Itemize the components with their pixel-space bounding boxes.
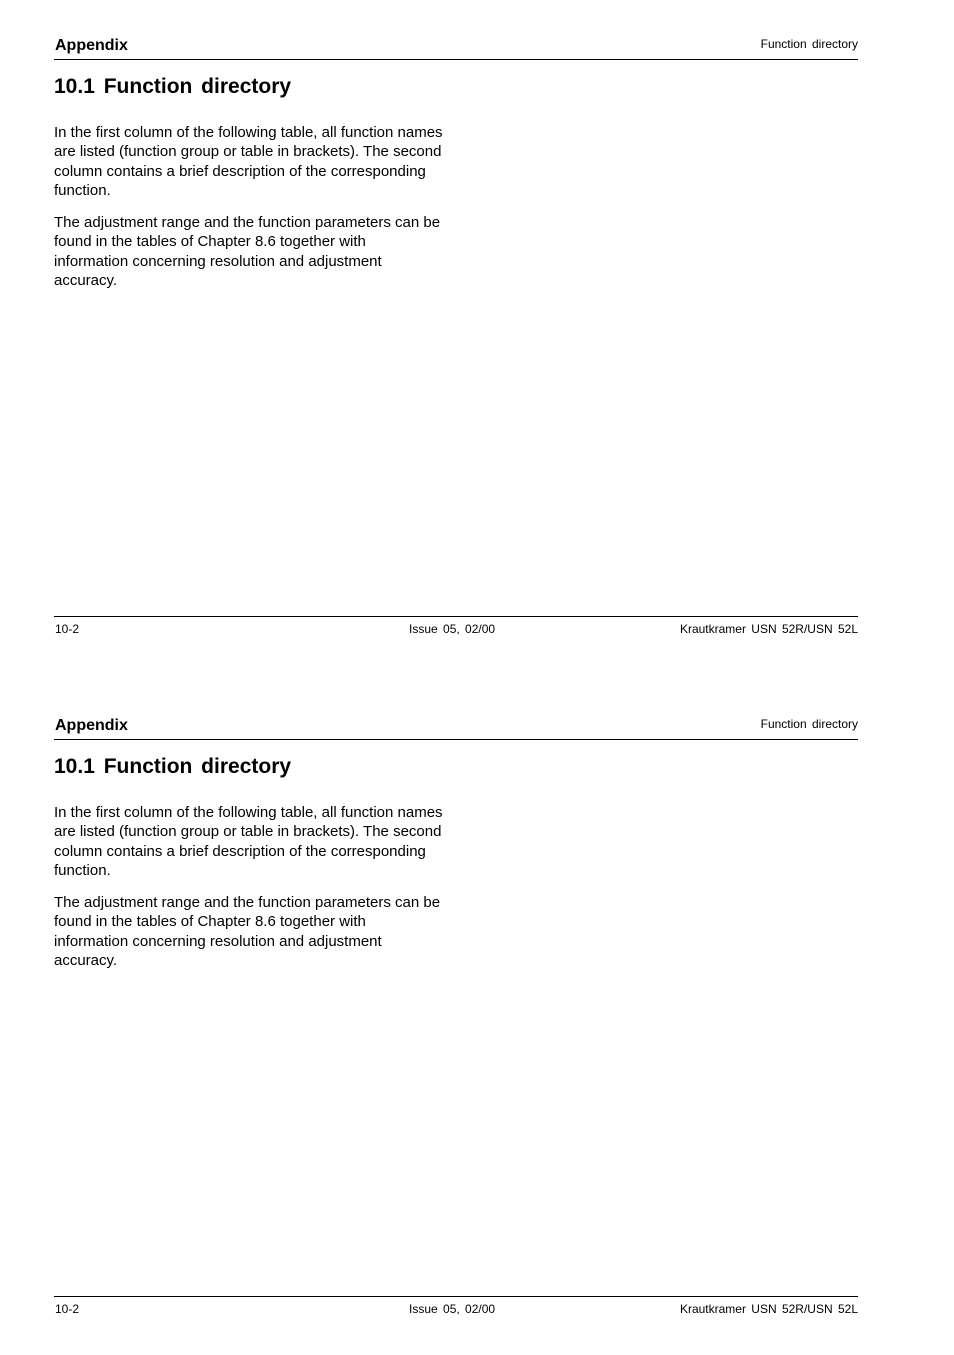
header-section-name: Appendix (55, 37, 128, 54)
reference-paragraph: The adjustment range and the function parameters can be found in the tables of Chapter 8.6 together with information concerning resolution and adjustment accuracy. (54, 214, 441, 290)
intro-paragraph: In the first column of the following table, all function names are listed (function group or table in brackets). The second column contains a brief description of the corresponding function. (54, 804, 443, 880)
document-page (0, 680, 954, 1355)
reference-paragraph: The adjustment range and the function parameters can be found in the tables of Chapter 8.6 together with information concerning resolution and adjustment accuracy. (54, 894, 441, 970)
footer-page-number: 10-2 (55, 622, 80, 636)
header-divider (54, 739, 858, 740)
page-title: 10.1 Function directory (54, 75, 292, 98)
header-topic: Function directory (760, 717, 858, 731)
footer-issue: Issue 05, 02/00 (409, 622, 496, 636)
document-page (0, 0, 954, 675)
page-title: 10.1 Function directory (54, 755, 292, 778)
header-topic: Function directory (760, 37, 858, 51)
footer-divider (54, 1296, 858, 1297)
footer-divider (54, 616, 858, 617)
intro-paragraph: In the first column of the following table, all function names are listed (function group or table in brackets). The second column contains a brief description of the corresponding function. (54, 124, 443, 200)
footer-issue: Issue 05, 02/00 (409, 1302, 496, 1316)
header-divider (54, 59, 858, 60)
header-section-name: Appendix (55, 717, 128, 734)
footer-page-number: 10-2 (55, 1302, 80, 1316)
footer-product: Krautkramer USN 52R/USN 52L (679, 1302, 858, 1316)
footer-product: Krautkramer USN 52R/USN 52L (679, 622, 858, 636)
